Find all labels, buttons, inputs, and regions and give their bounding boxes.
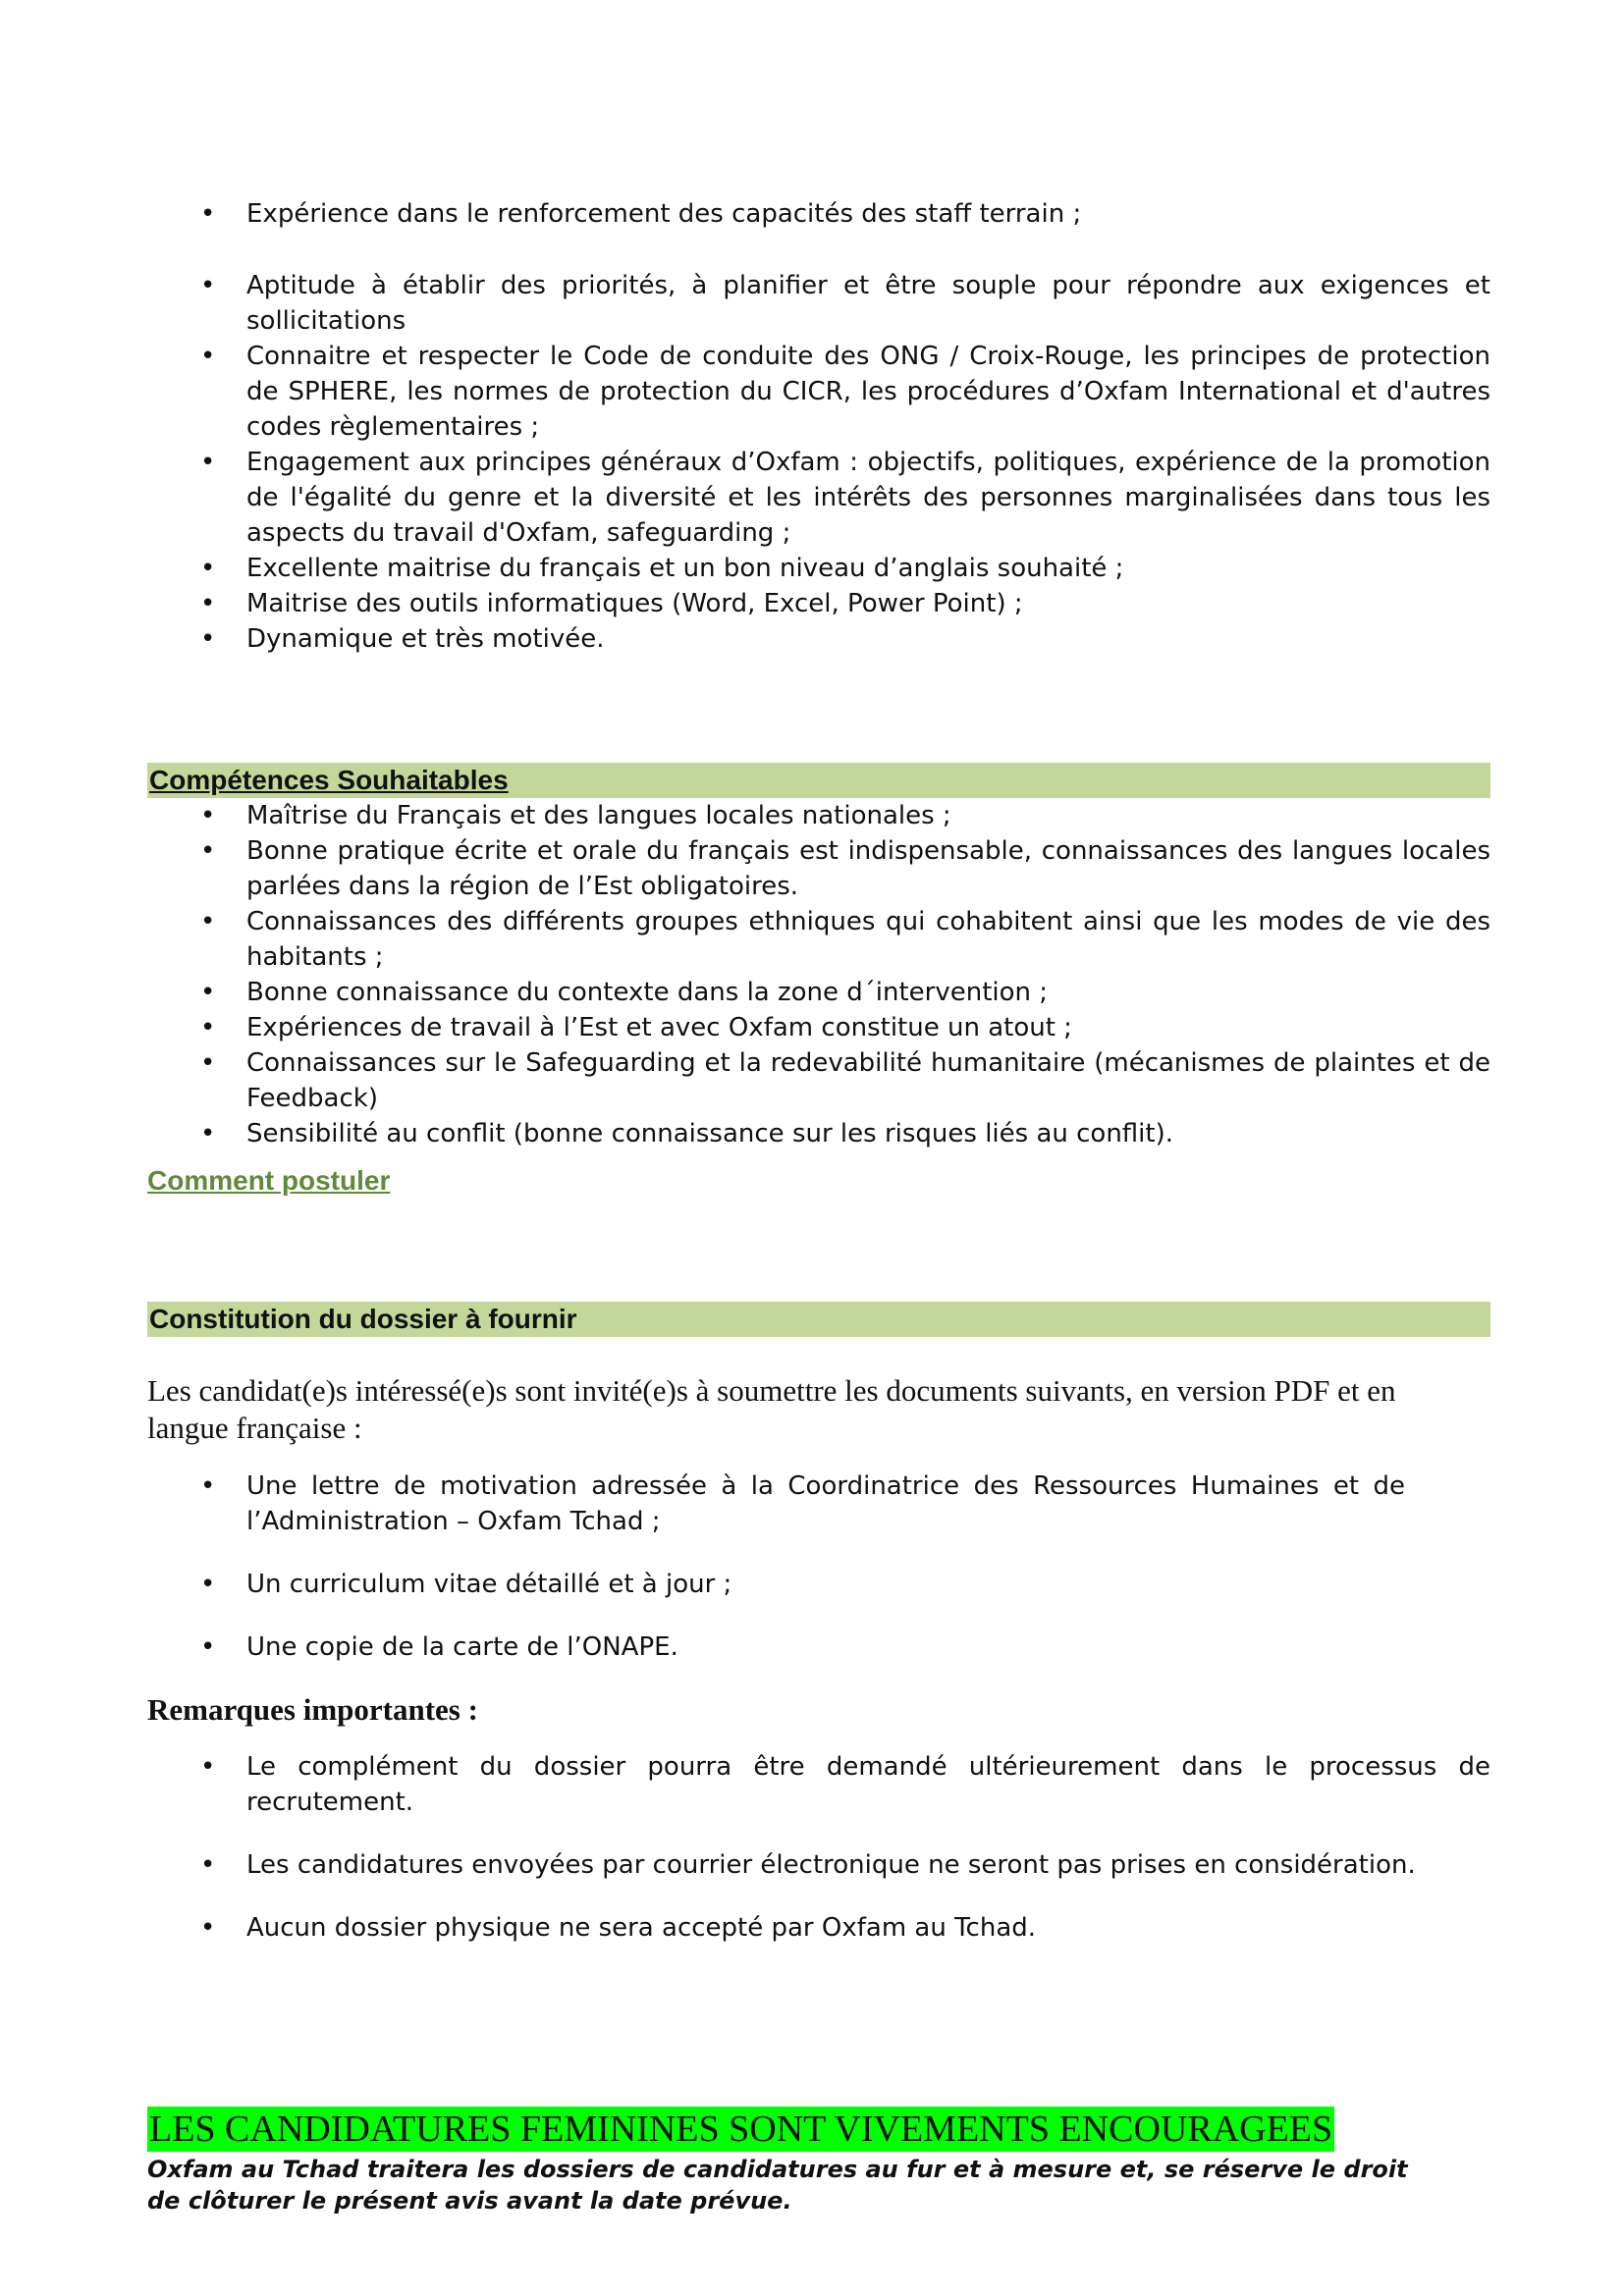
list-item: • Les candidatures envoyées par courrier électronique ne seront pas prises en considération.	[147, 1847, 1490, 1883]
remarques-heading: Remarques importantes :	[147, 1692, 478, 1727]
dossier-heading: Constitution du dossier à fournir	[147, 1302, 1490, 1337]
list-item: • Bonne pratique écrite et orale du français est indispensable, connaissances des langues locales parlées dans la région de l’Est obligatoires.	[147, 833, 1490, 904]
list-item: • Excellente maitrise du français et un bon niveau d’anglais souhaité ;	[147, 551, 1490, 586]
list-item: • Un curriculum vitae détaillé et à jour ;	[147, 1567, 1490, 1602]
list-item: • Connaissances des différents groupes ethniques qui cohabitent ainsi que les modes de vie des habitants ;	[147, 904, 1490, 975]
bullet-icon: •	[200, 1013, 216, 1042]
bullet-icon: •	[200, 448, 216, 477]
list-item: • Sensibilité au conflit (bonne connaissance sur les risques liés au conflit).	[147, 1116, 1490, 1151]
list-item: • Connaitre et respecter le Code de conduite des ONG / Croix-Rouge, les principes de protection de SPHERE, les normes de protection du CICR, les procédures d’Oxfam International et d'autres codes règlementaires ;	[147, 339, 1490, 445]
list-item: • Maîtrise du Français et des langues locales nationales ;	[147, 798, 1490, 833]
list-item: • Dynamique et très motivée.	[147, 621, 1490, 657]
bullet-icon: •	[200, 1570, 216, 1599]
bullet-icon: •	[200, 271, 216, 300]
list-item: • Expériences de travail à l’Est et avec Oxfam constitue un atout ;	[147, 1010, 1490, 1045]
footer-block	[147, 2107, 1424, 2216]
competences-list	[147, 798, 1490, 1151]
requirements-list	[147, 196, 1490, 657]
bullet-icon: •	[200, 801, 216, 830]
bullet-icon: •	[200, 199, 216, 229]
encouragement-banner: LES CANDIDATURES FEMININES SONT VIVEMENTS ENCOURAGEES	[149, 2109, 1333, 2150]
bullet-icon: •	[200, 1850, 216, 1880]
bullet-icon: •	[200, 1632, 216, 1662]
list-item: • Le complément du dossier pourra être demandé ultérieurement dans le processus de recrutement.	[147, 1749, 1490, 1820]
list-item: • Maitrise des outils informatiques (Word, Excel, Power Point) ;	[147, 586, 1490, 621]
dossier-intro: Les candidat(e)s intéressé(e)s sont invité(e)s à soumettre les documents suivants, en version PDF et en langue française :	[147, 1373, 1396, 1445]
final-note: Oxfam au Tchad traitera les dossiers de candidatures au fur et à mesure et, se réserve le droit de clôturer le présent avis avant la date prévue.	[147, 2156, 1408, 2215]
list-item: • Engagement aux principes généraux d’Oxfam : objectifs, politiques, expérience de la promotion de l'égalité du genre et la diversité et les intérêts des personnes marginalisées dans tous les aspects du travail d'Oxfam, safeguarding ;	[147, 445, 1490, 551]
list-item: • Connaissances sur le Safeguarding et la redevabilité humanitaire (mécanismes de plaintes et de Feedback)	[147, 1045, 1490, 1116]
document-page	[147, 187, 1490, 1946]
competences-heading: Compétences Souhaitables	[147, 763, 1490, 798]
bullet-icon: •	[200, 1913, 216, 1943]
bullet-icon: •	[200, 1752, 216, 1782]
bullet-icon: •	[200, 907, 216, 936]
list-item: • Une copie de la carte de l’ONAPE.	[147, 1629, 1490, 1665]
bullet-icon: •	[200, 1048, 216, 1078]
bullet-icon: •	[200, 1471, 216, 1501]
list-item: • Aucun dossier physique ne sera accepté par Oxfam au Tchad.	[147, 1910, 1490, 1946]
bullet-icon: •	[200, 589, 216, 618]
bullet-icon: •	[200, 624, 216, 654]
remarques-list	[147, 1749, 1490, 1946]
list-item: • Expérience dans le renforcement des capacités des staff terrain ;	[147, 196, 1490, 232]
bullet-icon: •	[200, 836, 216, 866]
bullet-icon: •	[200, 978, 216, 1007]
list-item: • Aptitude à établir des priorités, à planifier et être souple pour répondre aux exigences et sollicitations	[147, 268, 1490, 339]
list-item: • Bonne connaissance du contexte dans la zone d´intervention ;	[147, 975, 1490, 1010]
comment-postuler-link[interactable]: Comment postuler	[147, 1165, 391, 1196]
bullet-icon: •	[200, 342, 216, 371]
list-item: • Une lettre de motivation adressée à la Coordinatrice des Ressources Humaines et de l’Administration – Oxfam Tchad ;	[147, 1468, 1405, 1539]
bullet-icon: •	[200, 1119, 216, 1148]
dossier-list	[147, 1468, 1490, 1665]
bullet-icon: •	[200, 554, 216, 583]
